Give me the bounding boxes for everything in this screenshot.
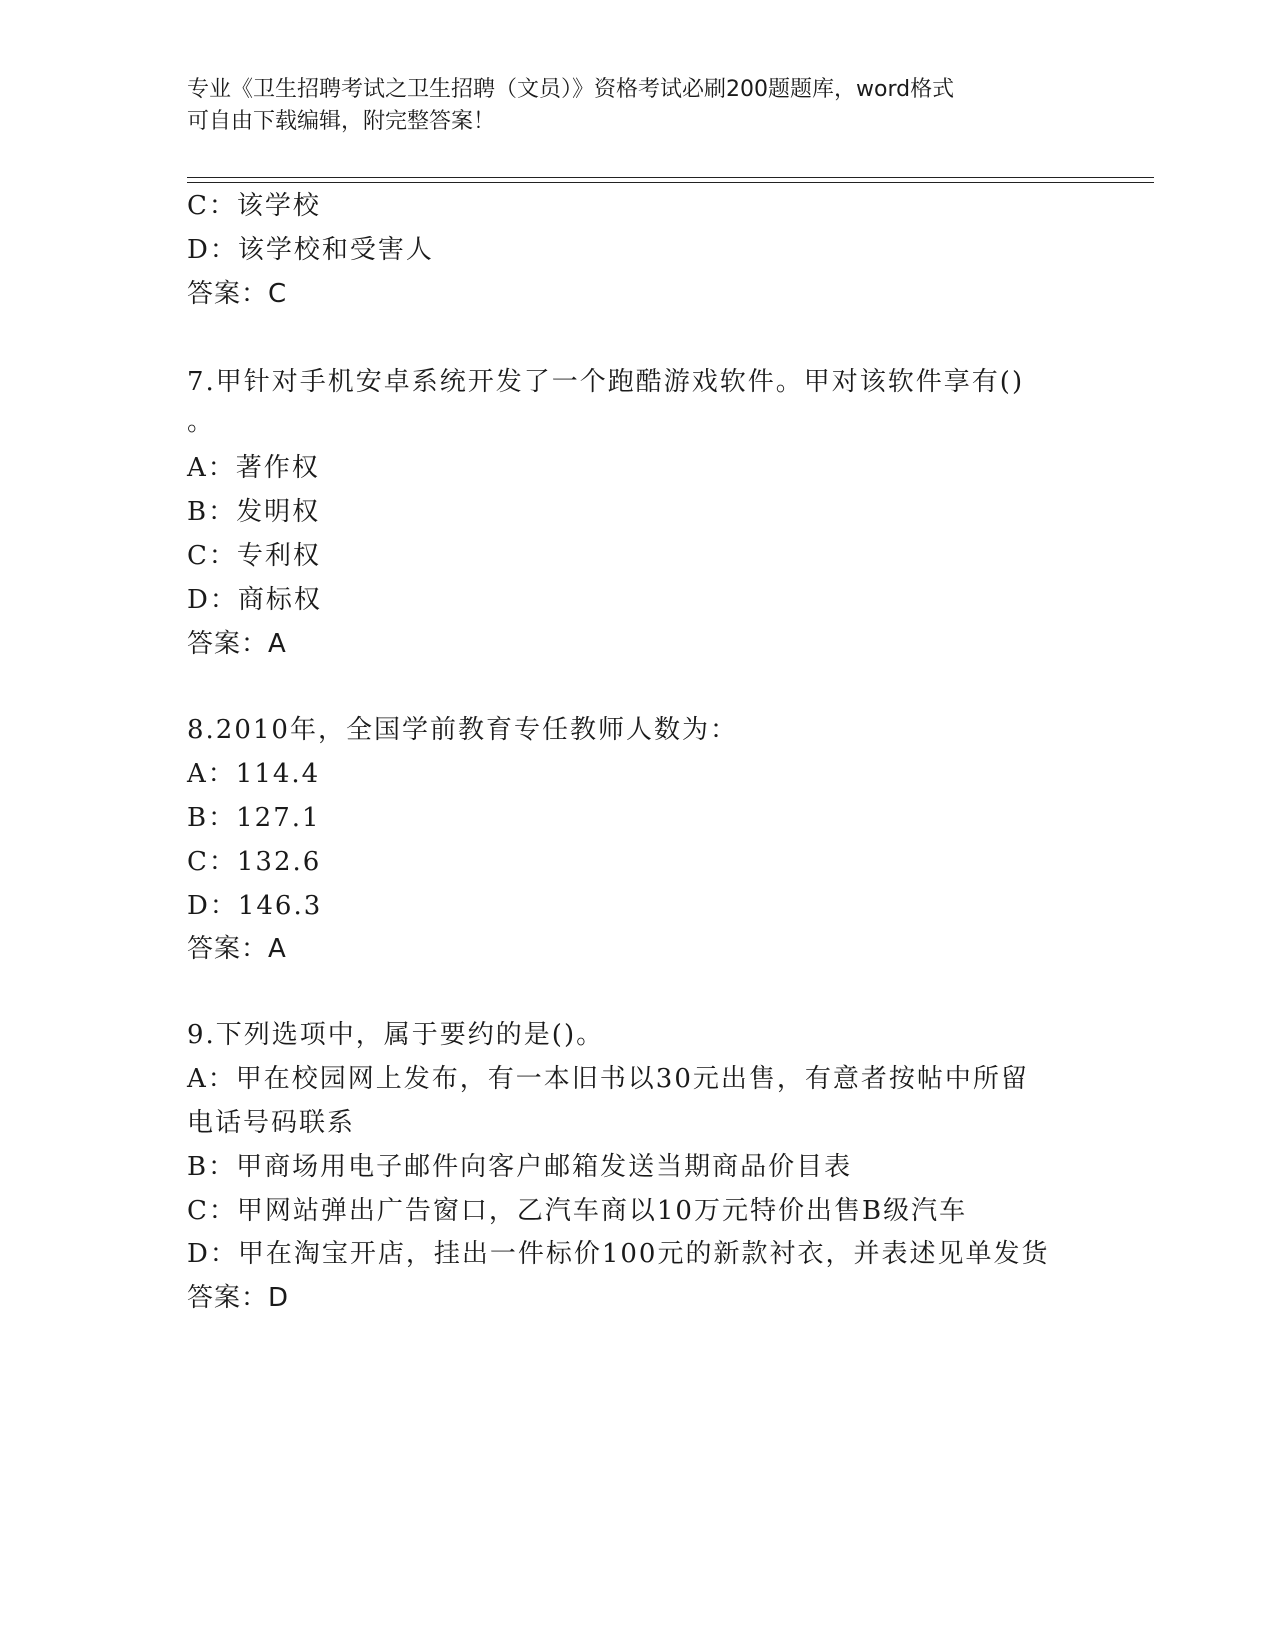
page-header	[187, 74, 1067, 138]
q8-option-d: D：146.3	[187, 891, 323, 921]
q9-answer: 答案：D	[187, 1283, 290, 1313]
q8-stem: 8.2010年，全国学前教育专任教师人数为：	[187, 715, 738, 745]
q8-answer: 答案：A	[187, 934, 287, 964]
q7-option-a: A：著作权	[187, 453, 320, 483]
q9-option-a-continued: 电话号码联系	[187, 1108, 356, 1138]
q8-option-c: C：132.6	[187, 847, 322, 877]
q9-option-b: B：甲商场用电子邮件向客户邮箱发送当期商品价目表	[187, 1152, 853, 1182]
q6-option-c: C：该学校	[187, 191, 321, 221]
q9-option-a: A：甲在校园网上发布，有一本旧书以30元出售，有意者按帖中所留	[187, 1064, 1029, 1094]
q8-option-a: A：114.4	[187, 759, 321, 789]
q7-option-d: D：商标权	[187, 585, 322, 615]
header-divider-top	[187, 177, 1154, 178]
q7-stem: 7.甲针对手机安卓系统开发了一个跑酷游戏软件。甲对该软件享有()	[187, 367, 1025, 397]
header-line-2: 可自由下载编辑，附完整答案！	[187, 109, 496, 134]
q7-option-b: B：发明权	[187, 497, 321, 527]
q9-stem: 9.下列选项中，属于要约的是()。	[187, 1020, 605, 1050]
q7-answer: 答案：A	[187, 629, 287, 659]
q9-option-c: C：甲网站弹出广告窗口，乙汽车商以10万元特价出售B级汽车	[187, 1196, 968, 1226]
q6-answer: 答案：C	[187, 279, 288, 309]
q9-option-d: D：甲在淘宝开店，挂出一件标价100元的新款衬衣，并表述见单发货	[187, 1239, 1050, 1269]
q6-option-d: D：该学校和受害人	[187, 235, 434, 265]
header-divider-bottom	[187, 182, 1154, 183]
q7-stem-continued: 。	[187, 407, 216, 437]
header-line-1: 专业《卫生招聘考试之卫生招聘（文员）》资格考试必刷200题题库，word格式	[187, 77, 955, 102]
q7-option-c: C：专利权	[187, 541, 321, 571]
q8-option-b: B：127.1	[187, 803, 321, 833]
